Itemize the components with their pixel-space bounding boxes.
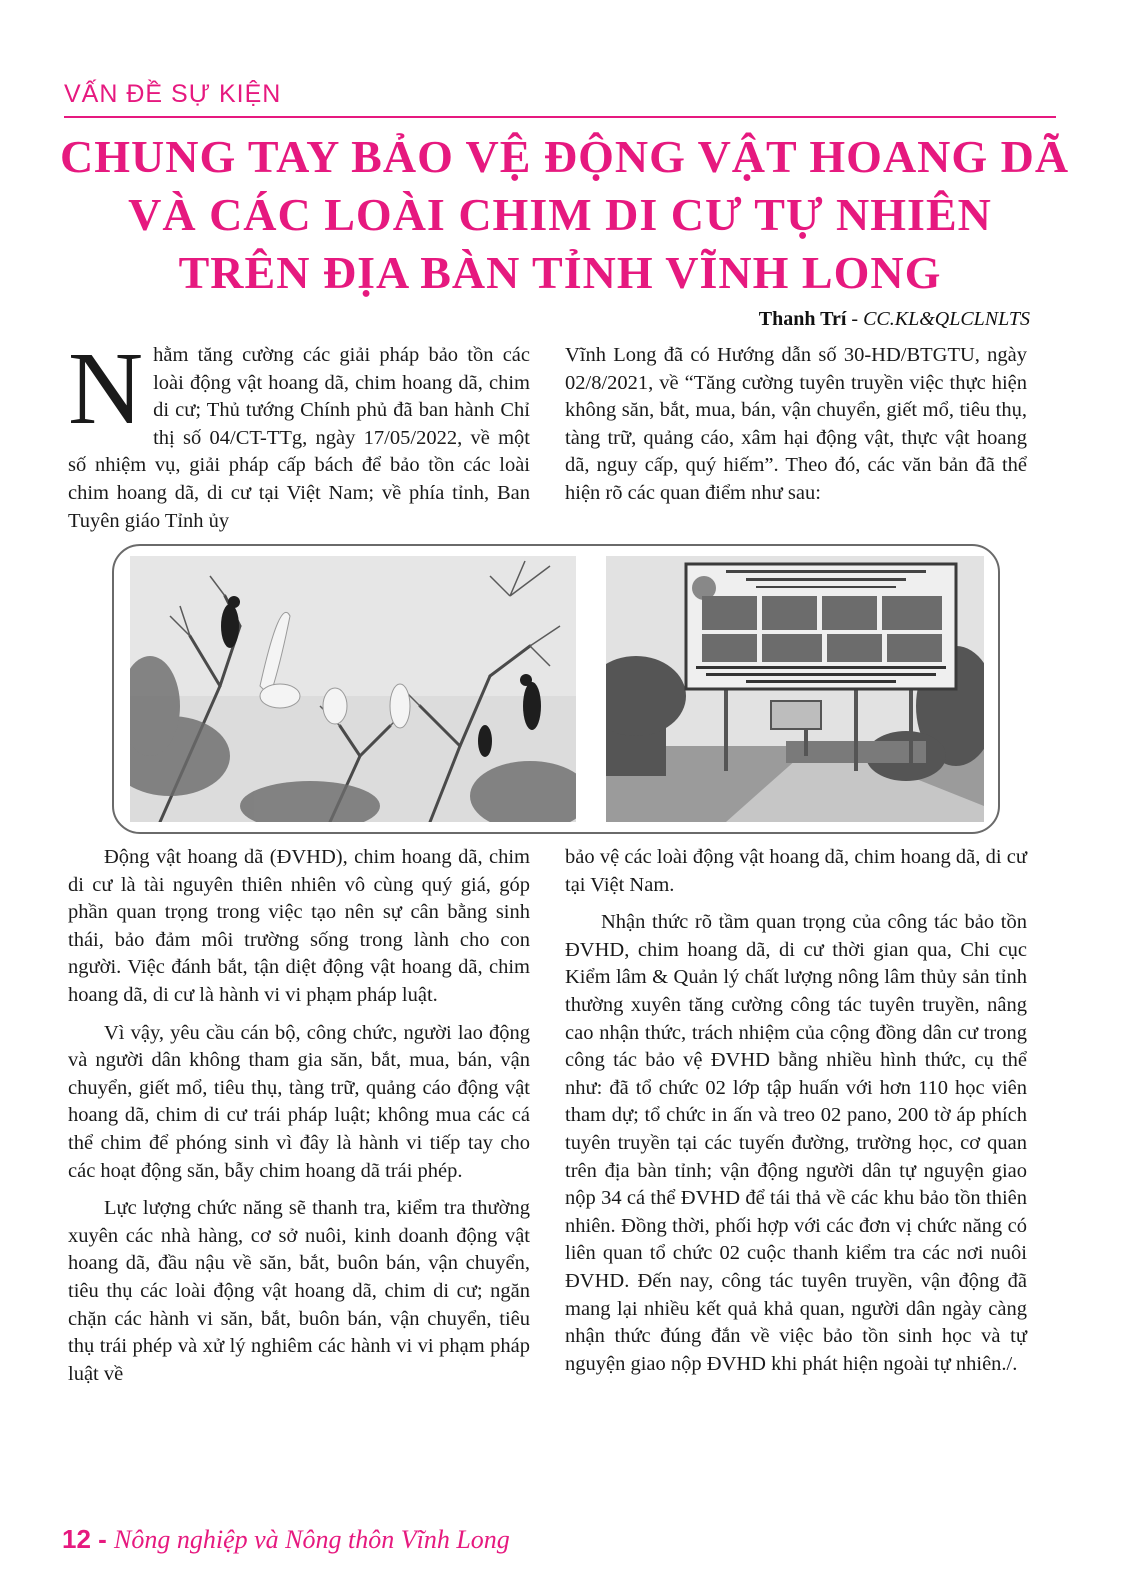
photo-frame xyxy=(112,544,1000,834)
body-paragraph-5: Nhận thức rõ tầm quan trọng của công tác bảo tồn ĐVHD, chim hoang dã, di cư thời gian qua, Chi cục Kiểm lâm & Quản lý chất lượng nông lâm thủy sản tỉnh thường xuyên tăng cường công tác tuyên truyền, nâng cao nhận thức, trách nhiệm của cộng đồng dân cư trong công tác bảo vệ ĐVHD bằng nhiều hình thức, cụ thể như: đã tổ chức 02 lớp tập huấn với hơn 110 học viên tham dự; tổ chức in ấn và treo 02 pano, 200 tờ áp phích tuyên truyền tại các tuyến đường, trường học, cơ quan trên địa bàn tỉnh; vận động người dân tự nguyện giao nộp 34 cá thể ĐVHD để tái thả về các khu bảo tồn thiên nhiên. Đồng thời, phối hợp với các đơn vị chức năng có liên quan tổ chức 02 cuộc thanh kiểm tra các nơi nuôi ĐVHD. Đến nay, công tác tuyên truyền, vận động đã mang lại nhiều kết quả khả quan, người dân ngày càng nhận thức đúng đắn về việc bảo tồn sinh học và tự nguyện giao nộp ĐVHD khi phát hiện ngoài tự nhiên./. xyxy=(565,911,1027,1375)
intro-right-text: Vĩnh Long đã có Hướng dẫn số 30-HD/BTGTU, ngày 02/8/2021, về “Tăng cường tuyên truyền việc thực hiện không săn, bắt, mua, bán, vận chuyển, giết mổ, tiêu thụ, tàng trữ, quảng cáo, xâm hại động vật, thực vật hoang dã, nguy cấp, quý hiếm”. Theo đó, các văn bản đã thể hiện rõ các quan điểm như sau: xyxy=(565,344,1027,504)
magazine-name: Nông nghiệp và Nông thôn Vĩnh Long xyxy=(114,1525,510,1554)
page-footer xyxy=(62,1524,510,1555)
title-line-2: VÀ CÁC LOÀI CHIM DI CƯ TỰ NHIÊN xyxy=(128,189,992,240)
intro-left-column xyxy=(68,331,530,535)
title-line-1: CHUNG TAY BẢO VỆ ĐỘNG VẬT HOANG DÃ xyxy=(60,131,1070,182)
drop-cap: N xyxy=(68,331,144,446)
title-line-3: TRÊN ĐỊA BÀN TỈNH VĨNH LONG xyxy=(178,247,942,298)
article-title xyxy=(60,128,1070,302)
byline-separator: - xyxy=(846,308,864,330)
author-organization: CC.KL&QLCLNLTS xyxy=(863,308,1030,330)
birds-on-branches-image xyxy=(130,556,576,822)
footer-separator: - xyxy=(90,1524,115,1554)
body-right-column xyxy=(565,844,1027,1378)
body-paragraph-1: Động vật hoang dã (ĐVHD), chim hoang dã, chim di cư là tài nguyên thiên nhiên vô cùng quý giá, góp phần quan trọng trong việc tạo nên sự cân bằng sinh thái, bảo đảm môi trường sống trong lành cho con người. Việc đánh bắt, tận diệt động vật hoang dã, chim hoang dã, di cư là hành vi vi phạm pháp luật. xyxy=(68,846,530,1006)
body-paragraph-2: Vì vậy, yêu cầu cán bộ, công chức, người lao động và người dân không tham gia săn, bắt, mua, bán, vận chuyển, giết mổ, tiêu thụ, tàng trữ, quảng cáo động vật hoang dã, chim di cư trái pháp luật; không mua các cá thể chim để phóng sinh vì đây là hành vi tiếp tay cho các hoạt động săn, bẫy chim hoang dã trái phép. xyxy=(68,1021,530,1182)
page-number: 12 xyxy=(62,1524,91,1554)
section-label: VẤN ĐỀ SỰ KIỆN xyxy=(64,80,282,108)
intro-right-column xyxy=(565,342,1027,508)
body-left-column xyxy=(68,844,530,1388)
section-divider xyxy=(64,116,1056,118)
author-name: Thanh Trí xyxy=(758,308,847,330)
birds-photo xyxy=(130,556,576,822)
byline xyxy=(759,308,1030,331)
body-paragraph-3: Lực lượng chức năng sẽ thanh tra, kiểm tra thường xuyên các nhà hàng, cơ sở nuôi, kinh doanh động vật hoang dã, đầu nậu về săn, bắt, buôn bán, vận chuyển, tiêu thụ các loài động vật hoang dã, chim di cư; ngăn chặn các hành vi săn, bắt, buôn bán, vận chuyển, tiêu thụ trái phép và xử lý nghiêm các hành vi vi phạm pháp luật về xyxy=(68,1197,530,1385)
intro-left-text: hằm tăng cường các giải pháp bảo tồn các loài động vật hoang dã, chim hoang dã, chim di cư; Thủ tướng Chính phủ đã ban hành Chỉ thị số 04/CT-TTg, ngày 17/05/2022, về một số nhiệm vụ, giải pháp cấp bách để bảo tồn các loài chim hoang dã, di cư tại Việt Nam; về phía tỉnh, Ban Tuyên giáo Tỉnh ủy xyxy=(68,344,530,532)
roadside-billboard-image xyxy=(606,556,984,822)
billboard-photo xyxy=(606,556,984,822)
body-paragraph-4: bảo vệ các loài động vật hoang dã, chim hoang dã, di cư tại Việt Nam. xyxy=(565,846,1027,896)
